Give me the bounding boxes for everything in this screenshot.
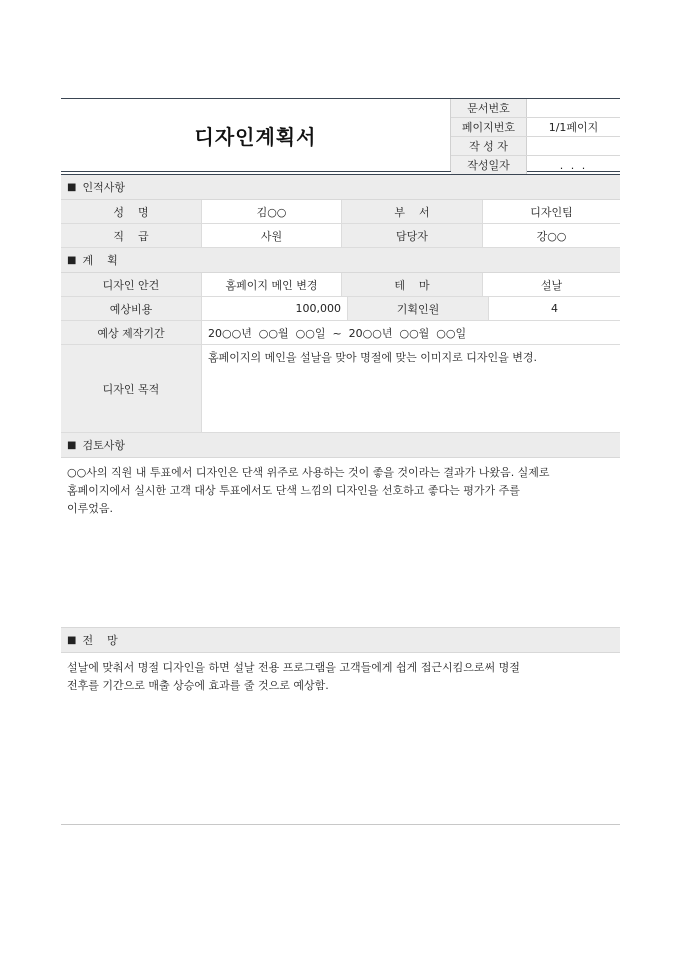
cost-label: 예상비용 xyxy=(61,297,201,320)
staff-label: 기획인원 xyxy=(347,297,488,320)
outlook-line: 전후를 기간으로 매출 상승에 효과를 줄 것으로 예상함. xyxy=(67,679,329,692)
design-item-label: 디자인 안건 xyxy=(61,273,201,296)
document-page xyxy=(61,98,620,825)
document-header xyxy=(61,99,620,171)
section-review-heading xyxy=(61,433,620,458)
table-row xyxy=(61,273,620,297)
meta-key: 작성일자 xyxy=(451,156,527,174)
table-row xyxy=(61,297,620,321)
meta-key: 문서번호 xyxy=(451,99,527,117)
meta-key: 작 성 자 xyxy=(451,137,527,155)
document-title: 디자인계획서 xyxy=(194,124,317,149)
meta-table xyxy=(450,99,620,171)
outlook-text xyxy=(61,653,620,824)
purpose-label: 디자인 목적 xyxy=(61,345,201,432)
meta-value xyxy=(527,137,620,155)
rank-label: 직 급 xyxy=(61,224,201,247)
review-line: ○○사의 직원 내 투표에서 디자인은 단색 위주로 사용하는 것이 좋을 것이라는 결과가 나왔음. 실제로 xyxy=(67,466,550,479)
cost-value: 100,000 xyxy=(201,297,347,320)
section-plan-heading xyxy=(61,248,620,273)
section-personnel-heading xyxy=(61,175,620,200)
section-title: 검토사항 xyxy=(82,439,125,452)
square-bullet-icon: ■ xyxy=(67,181,77,193)
period-label: 예상 제작기간 xyxy=(61,321,201,344)
meta-value: . . . xyxy=(559,158,588,172)
table-row xyxy=(61,321,620,345)
section-title: 계 획 xyxy=(82,254,118,267)
period-value: 20○○년 ○○월 ○○일 ~ 20○○년 ○○월 ○○일 xyxy=(201,321,620,344)
dept-label: 부 서 xyxy=(341,200,482,223)
meta-key: 페이지번호 xyxy=(451,118,527,136)
rank-value: 사원 xyxy=(201,224,341,247)
table-row xyxy=(61,200,620,224)
name-label: 성 명 xyxy=(61,200,201,223)
meta-value xyxy=(527,99,620,117)
theme-label: 테 마 xyxy=(341,273,482,296)
section-outlook-heading xyxy=(61,627,620,653)
design-item-value: 홈페이지 메인 변경 xyxy=(201,273,341,296)
purpose-value: 홈페이지의 메인을 설날을 맞아 명절에 맞는 이미지로 디자인을 변경. xyxy=(201,345,620,432)
review-line: 홈페이지에서 실시한 고객 대상 투표에서도 단색 느낌의 디자인을 선호하고 좋다는 평가가 주를 xyxy=(67,484,520,497)
theme-value: 설날 xyxy=(482,273,620,296)
meta-row-author xyxy=(451,137,620,156)
meta-row-doc-number xyxy=(451,99,620,118)
table-row xyxy=(61,224,620,248)
table-row xyxy=(61,345,620,433)
square-bullet-icon: ■ xyxy=(67,254,77,266)
dept-value: 디자인팀 xyxy=(482,200,620,223)
manager-label: 담당자 xyxy=(341,224,482,247)
outlook-line: 설날에 맞춰서 명절 디자인을 하면 설날 전용 프로그램을 고객들에게 쉽게 접근시킴으로써 명절 xyxy=(67,661,520,674)
meta-row-page-number xyxy=(451,118,620,137)
name-value: 김○○ xyxy=(201,200,341,223)
square-bullet-icon: ■ xyxy=(67,439,77,451)
meta-value: 1/1페이지 xyxy=(548,121,599,134)
review-text xyxy=(61,458,620,627)
section-title: 전 망 xyxy=(82,634,118,647)
meta-row-date xyxy=(451,156,620,174)
section-title: 인적사항 xyxy=(82,181,125,194)
manager-value: 강○○ xyxy=(482,224,620,247)
review-line: 이루었음. xyxy=(67,502,114,515)
bottom-rule xyxy=(61,824,620,825)
square-bullet-icon: ■ xyxy=(67,634,77,646)
staff-value: 4 xyxy=(488,297,620,320)
